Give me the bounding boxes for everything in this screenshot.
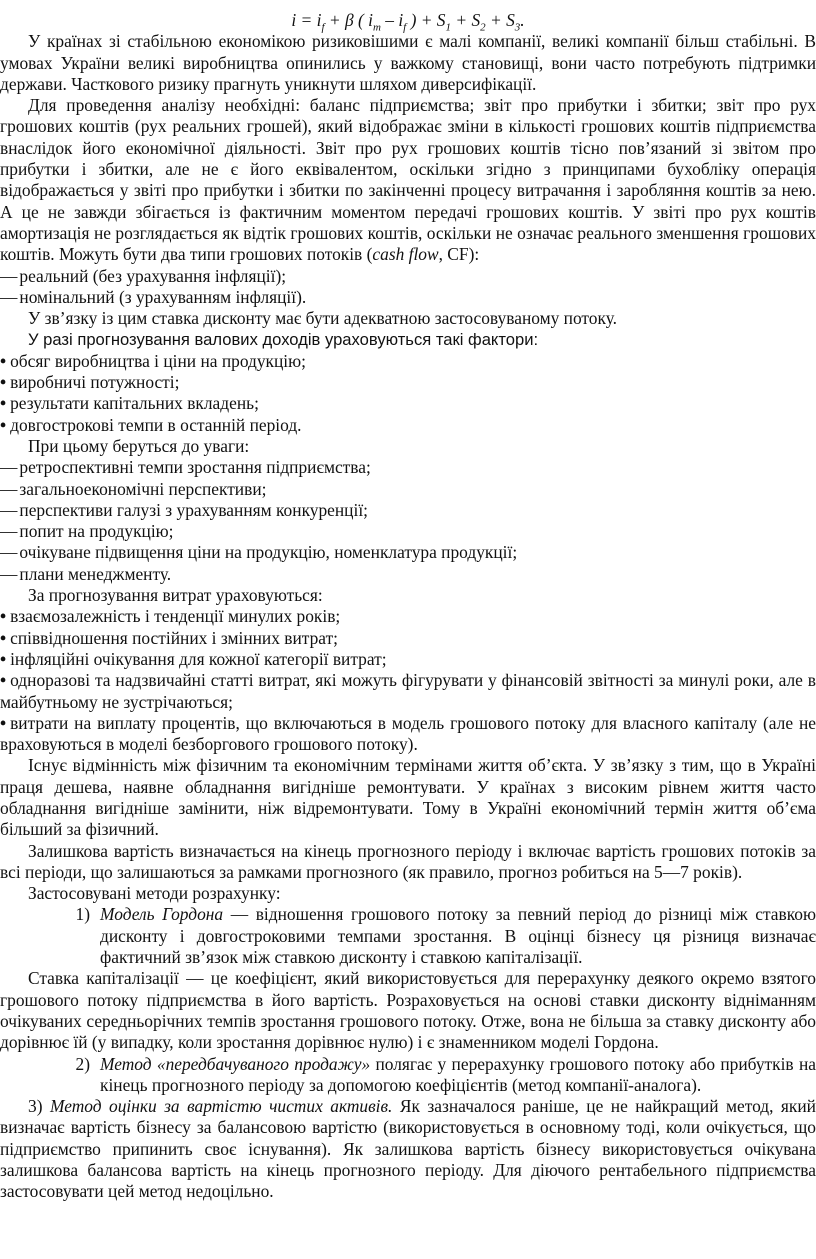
revenue-factor-item: • обсяг виробництва і ціни на продукцію; [0, 351, 816, 372]
cap-rate-paragraph: Ставка капіталізації — це коефіцієнт, який використовується для перерахунку деякого окремо взятого грошового потоку підприємства в його вартість. Розраховується на основі ставки дисконту відніманням очікуваних середньорічних темпів зростання грошового потоку. Отже, вона не більша за ставку дисконту або дорівнює їй (у випадку, коли зростання дорівнює нулю) і є знаменником моделі Гордона. [0, 968, 816, 1053]
consider-item: — плани менеджменту. [0, 564, 816, 585]
formula-op: = [296, 10, 317, 30]
method-2-description: полягає у перерахунку грошового потоку або прибутків на кінець прогнозного періоду за допомогою коефіцієнтів (метод компанії-аналога). [100, 1053, 816, 1095]
lifetime-paragraph: Існує відмінність між фізичним та економічним термінами життя об’єкта. У зв’язку з тим, що в Україні праця дешева, наявне обладнання вигідніше ремонтувати. У країнах з високим рівнем життя часто обладнання вигідніше замінити, ніж відремонтувати. Тому в Україні економічний термін життя об’єма більший за фізичний. [0, 755, 816, 840]
method-3 [0, 1096, 816, 1202]
paragraph-risk: У країнах зі стабільною економікою ризиковішими є малі компанії, великі компанії більш стабільні. В умовах України великі виробництва опинились у важкому становищі, вони часто потребують підтримки держави. Часткового ризику прагнуть уникнути шляхом диверсифікації. [0, 31, 816, 94]
paragraph-analysis [0, 95, 816, 265]
formula-sub: 3 [514, 21, 521, 34]
formula-op: + [485, 10, 507, 30]
discount-note: У зв’язку із цим ставка дисконту має бути адекватною застосовуваному потоку. [28, 308, 618, 329]
formula-var: i [398, 10, 404, 30]
method-2 [0, 1054, 816, 1097]
cost-item: • співвідношення постійних і змінних витрат; [0, 628, 816, 649]
formula [0, 10, 816, 34]
consider-item: — попит на продукцію; [0, 521, 816, 542]
method-1 [0, 904, 816, 968]
formula-sub: f [321, 21, 325, 34]
paragraph-analysis-end: , CF): [438, 244, 480, 265]
cost-item: • витрати на виплату процентів, що включаються в модель грошового потоку для власного капіталу (але не враховуються в моделі безборгового грошового потоку). [0, 713, 816, 756]
method-1-number: 1) [75, 904, 90, 925]
revenue-intro: У разі прогнозування валових доходів ураховуються такі фактори: [28, 330, 539, 350]
formula-op: – [380, 10, 399, 30]
formula-var: i [316, 10, 322, 30]
consider-item: — ретроспективні темпи зростання підприємства; [0, 457, 816, 478]
formula-var: i [368, 10, 373, 30]
method-2-title: Метод « [100, 1053, 166, 1074]
formula-op: + β ( [324, 10, 369, 30]
residual-paragraph: Залишкова вартість визначається на кінець прогнозного періоду і включає вартість грошових потоків за всі періоди, що залишаються за рамками прогнозного (як правило, прогноз робиться на 5—7 років). [0, 840, 816, 882]
method-2-text [100, 1054, 816, 1097]
method-2-title: передбачуваного продажу [165, 1053, 362, 1074]
method-3-description: Як зазначалося раніше, це не найкращий метод, який визначає вартість бізнесу за балансовою вартістю (використовується в основному тоді, коли очікується, що підприємство припинить своє існування). Як залишкова вартість бізнесу використовується очікувана залишкова балансова вартість на кінець прогнозного періоду. Для діючого рентабельного підприємства застосовувати цей метод недоцільно. [0, 1096, 816, 1202]
consider-item: — очікуване підвищення ціни на продукцію, номенклатура продукції; [0, 542, 816, 563]
method-2-number: 2) [75, 1053, 90, 1074]
consider-item: — перспективи галузі з урахуванням конкуренції; [0, 500, 816, 521]
method-1-title: Модель Гордона [100, 904, 224, 925]
method-1-description: — відношення грошового потоку за певний період до різниці між ставкою дисконту і довгостроковими темпами зростання. В оцінці бізнесу ця різниця визначає фактичний зв’язок між ставкою дисконту і ставкою капіталізації. [100, 904, 816, 968]
formula-var-i: i [291, 10, 297, 30]
formula-var: S [471, 10, 481, 30]
cost-item: • інфляційні очікування для кожної категорії витрат; [0, 649, 816, 670]
cost-intro: За прогнозування витрат ураховуються: [28, 585, 323, 606]
consider-intro: При цьому беруться до уваги: [28, 435, 250, 456]
cost-item: • одноразові та надзвичайні статті витрат, які можуть фігурувати у фінансовій звітності за минулі роки, але в майбутньому не зустрічаються; [0, 670, 816, 713]
flow-type-item: — реальний (без урахування інфляції); [0, 266, 816, 287]
formula-op: ) + [406, 10, 437, 30]
formula-sub: 2 [480, 21, 486, 34]
consider-item: — загальноекономічні перспективи; [0, 479, 816, 500]
cost-item: • взаємозалежність і тенденції минулих років; [0, 606, 816, 627]
cash-flow-term: cash flow [372, 244, 439, 265]
flow-type-item: — номінальний (з урахуванням інфляції). [0, 287, 816, 308]
formula-sub: f [403, 21, 407, 34]
revenue-factor-item: • виробничі потужності; [0, 372, 816, 393]
formula-var: S [506, 10, 515, 30]
methods-intro: Застосовувані методи розрахунку: [28, 883, 281, 904]
paragraph-analysis-text: Для проведення аналізу необхідні: баланс підприємства; звіт про прибутки і збитки; звіт про рух грошових коштів (рух реальних грошей), який відображає зміни в кількості грошових коштів підприємства внаслідок його економічної діяльності. Звіт про рух грошових коштів тісно пов’язаний зі звітом про прибутки і збитки, але не є його еквівалентом, оскільки згідно з принципами бухобліку операція відображається у звіті про прибутки і збитки по закінченні процесу витрачання і заробляння коштів за нею. А це не завжди збігається із фактичним моментом передачі грошових коштів. У звіті про рух коштів амортизація не розглядається як відтік грошових коштів, оскільки не означає реального зменшення грошових коштів. Можуть бути два типи грошових потоків ( [0, 95, 816, 265]
revenue-factor-item: • довгострокові темпи в останній період. [0, 415, 816, 436]
method-1-text [100, 904, 816, 968]
formula-var: S [436, 10, 446, 30]
formula-op: + [451, 10, 472, 30]
method-2-title: » [361, 1053, 371, 1074]
formula-op: . [520, 10, 525, 30]
method-3-title: Метод оцінки за вартістю чистих активів. [49, 1096, 393, 1117]
method-3-number: 3) [28, 1096, 50, 1117]
formula-sub: 1 [445, 21, 451, 34]
formula-sub: m [372, 21, 381, 34]
revenue-factor-item: • результати капітальних вкладень; [0, 393, 816, 414]
